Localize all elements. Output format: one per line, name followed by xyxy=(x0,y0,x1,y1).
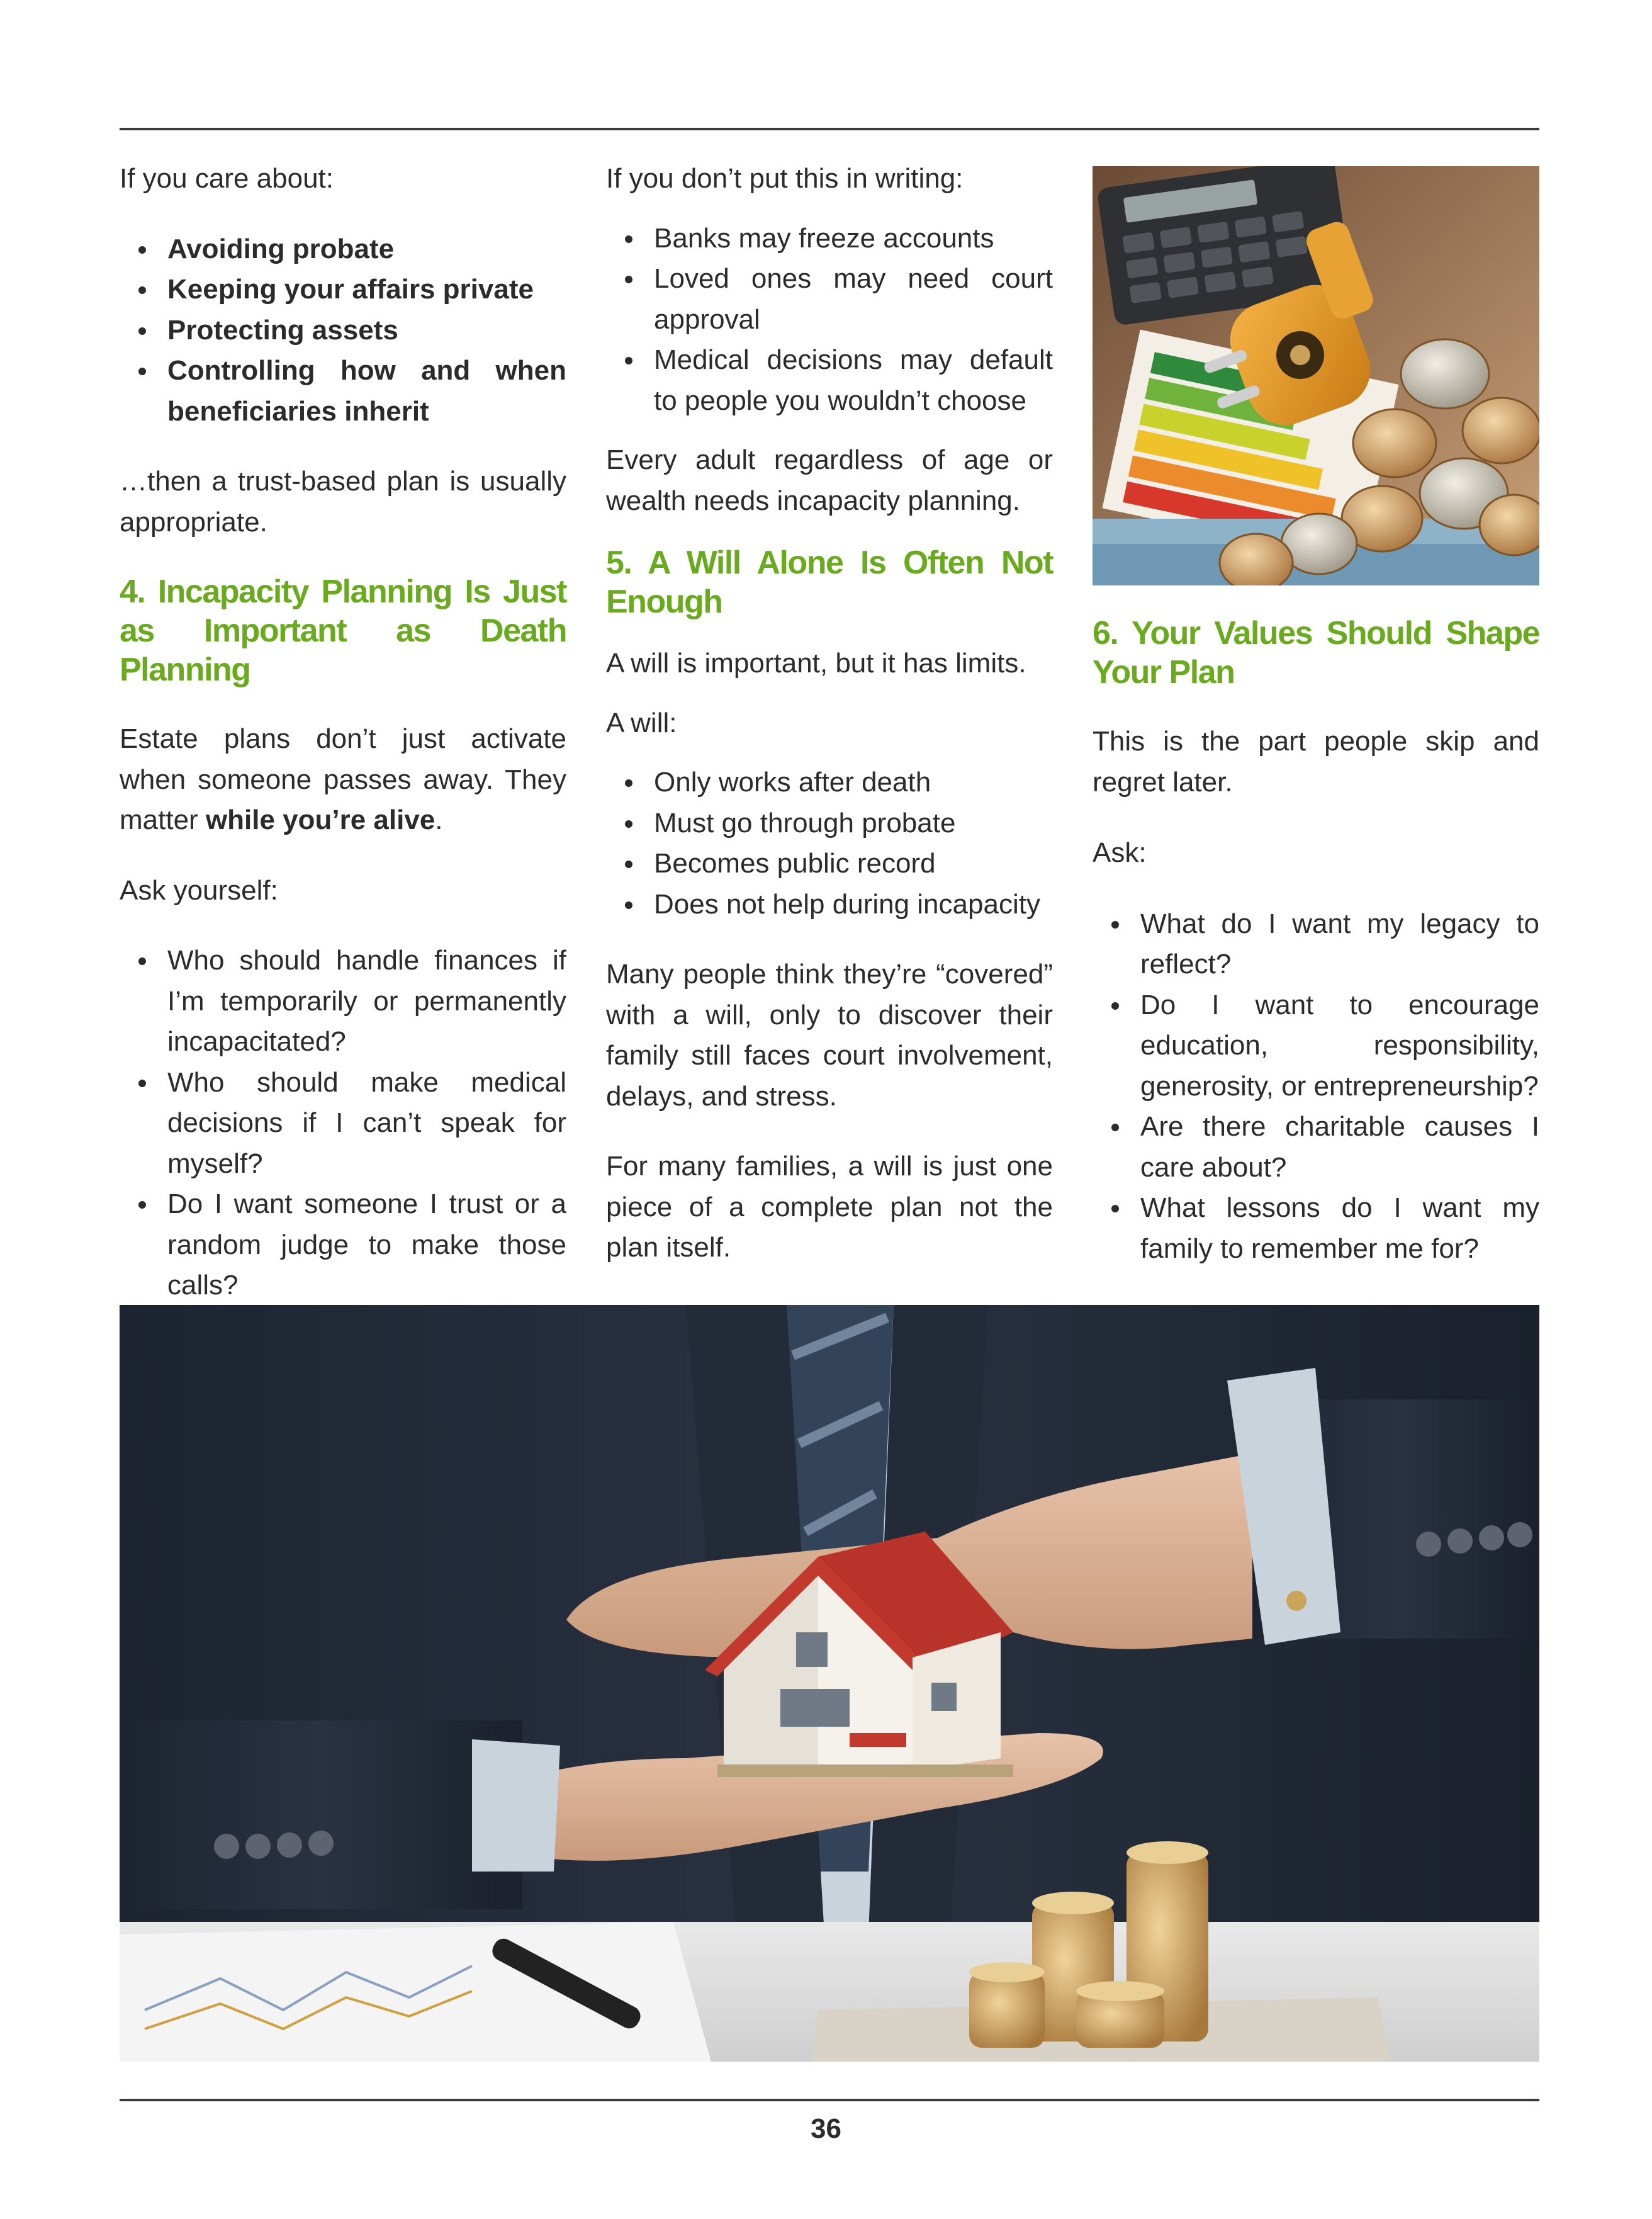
list-item: Loved ones may need court approval xyxy=(654,259,1053,340)
list-item: Do I want someone I trust or a random judge to make those calls? xyxy=(167,1184,566,1306)
will-list xyxy=(606,762,1053,925)
column-1 xyxy=(120,159,566,1336)
house-protection-illustration xyxy=(120,1305,1539,2062)
heading-6: 6. Your Values Should Shape Your Plan xyxy=(1093,615,1539,691)
writing-intro: If you don’t put this in writing: xyxy=(606,163,964,194)
house-in-hands-photo xyxy=(120,1305,1539,2062)
list-item: Becomes public record xyxy=(654,844,1053,884)
trust-conclusion: …then a trust-based plan is usually appropriate. xyxy=(120,466,566,538)
list-item: Must go through probate xyxy=(654,803,1053,844)
list-item: Who should handle finances if I’m temporarily or permanently incapacitated? xyxy=(167,940,566,1063)
list-item: Who should make medical decisions if I can’t speak for myself? xyxy=(167,1063,566,1185)
will-limits: A will is important, but it has limits. xyxy=(606,648,1026,679)
values-questions xyxy=(1093,904,1539,1270)
list-item: Only works after death xyxy=(654,762,1053,803)
list-item: Do I want to encourage education, responsibility, generosity, or entrepreneurship? xyxy=(1140,985,1539,1107)
p1-end: . xyxy=(435,805,443,835)
page-number: 36 xyxy=(811,2113,841,2144)
list-item: What do I want my legacy to reflect? xyxy=(1140,904,1539,985)
care-list xyxy=(120,229,566,432)
list-item: Keeping your affairs private xyxy=(167,269,566,310)
one-piece-paragraph: For many families, a will is just one piece of a complete plan not the plan itself. xyxy=(606,1151,1053,1263)
bottom-rule xyxy=(120,2099,1539,2101)
list-item: Banks may freeze accounts xyxy=(654,218,1053,259)
column-3 xyxy=(1093,0,1539,1299)
skip-paragraph: This is the part people skip and regret later. xyxy=(1093,726,1539,798)
heading-4: 4. Incapacity Planning Is Just as Important as Death Planning xyxy=(120,573,566,688)
a-will-label: A will: xyxy=(606,707,677,738)
list-item: Medical decisions may default to people you wouldn’t choose xyxy=(654,340,1053,421)
covered-paragraph: Many people think they’re “covered” with a will, only to discover their family still faces court involvement, delays, and stress. xyxy=(606,959,1053,1112)
column-2 xyxy=(606,159,1053,1298)
list-item: Are there charitable causes I care about? xyxy=(1140,1107,1539,1188)
ask-label: Ask: xyxy=(1093,837,1147,868)
list-item: What lessons do I want my family to remember me for? xyxy=(1140,1188,1539,1269)
heading-5: 5. A Will Alone Is Often Not Enough xyxy=(606,545,1053,620)
ask-yourself: Ask yourself: xyxy=(120,874,278,906)
list-item: Does not help during incapacity xyxy=(654,884,1053,925)
list-item: Protecting assets xyxy=(167,310,566,351)
consequence-list xyxy=(606,218,1053,422)
p1-bold: while you’re alive xyxy=(205,805,435,835)
list-item: Controlling how and when beneficiaries inherit xyxy=(167,351,566,432)
estate-plans-paragraph xyxy=(120,719,566,841)
column-3-photo-spacer xyxy=(1093,0,1539,614)
p1-text: Estate plans don’t just activate when someone passes away. They matter xyxy=(120,723,566,835)
list-item: Avoiding probate xyxy=(167,229,566,270)
incapacity-questions xyxy=(120,940,566,1306)
every-adult-paragraph: Every adult regardless of age or wealth needs incapacity planning. xyxy=(606,444,1053,516)
care-intro: If you care about: xyxy=(120,163,334,194)
